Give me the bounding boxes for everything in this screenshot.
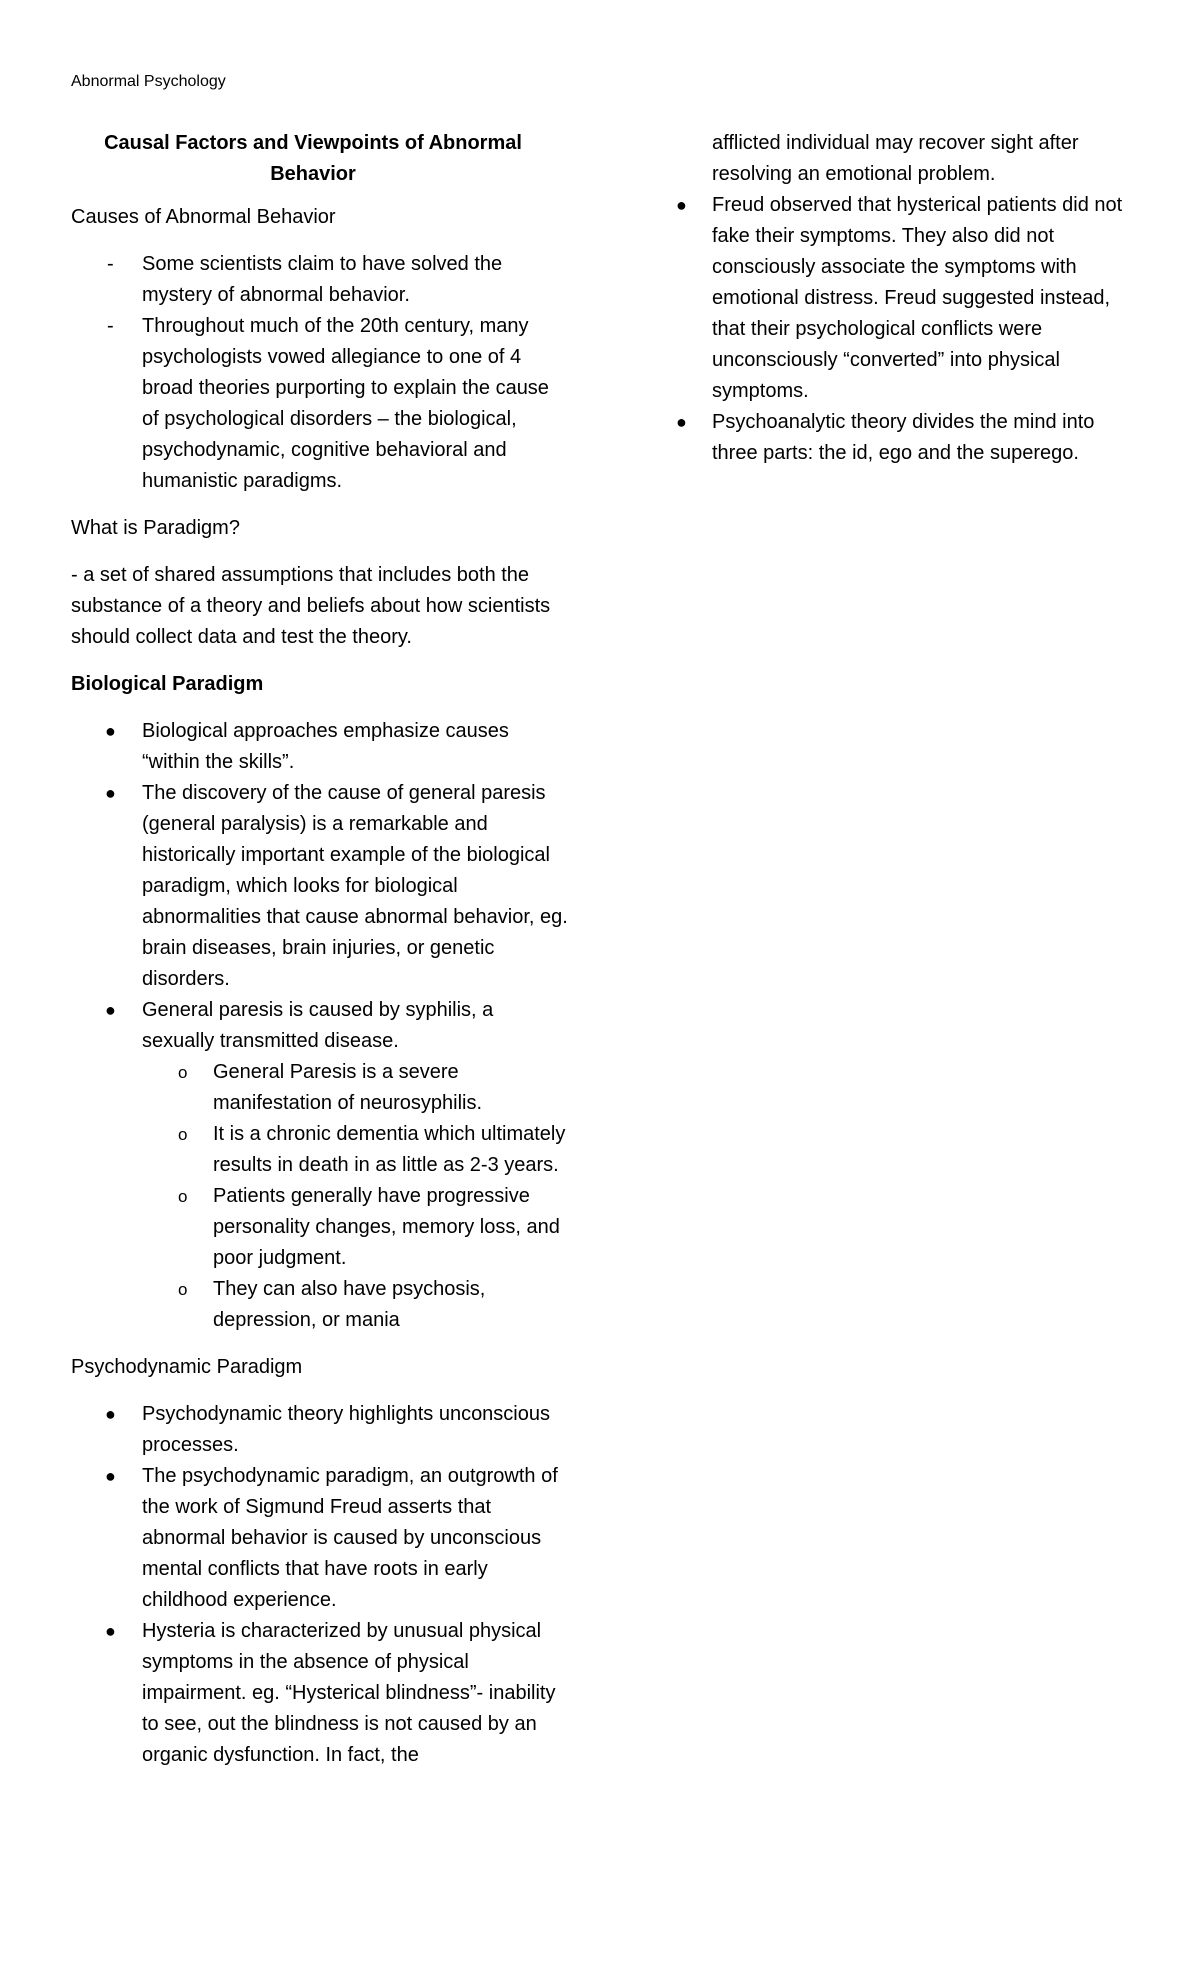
continued-text: afflicted individual may recover sight after resolving an emotional problem. xyxy=(712,132,1079,185)
sub-list-item-text: General Paresis is a severe manifestation of neurosyphilis. xyxy=(213,1061,483,1114)
circle-bullet-icon: o xyxy=(178,1187,188,1206)
paradigm-definition: - a set of shared assumptions that includes both the substance of a theory and beliefs about how scientists should collect data and test the theory. xyxy=(71,564,551,648)
circle-bullet-icon: o xyxy=(178,1063,188,1082)
list-item-text: Some scientists claim to have solved the mystery of abnormal behavior. xyxy=(142,253,503,306)
page-header: Abnormal Psychology xyxy=(71,73,226,90)
bullet-icon: ● xyxy=(105,783,116,803)
bullet-icon: ● xyxy=(105,1000,116,1020)
paresis-sublist xyxy=(142,1057,571,1336)
circle-bullet-icon: o xyxy=(178,1125,188,1144)
list-item xyxy=(71,1616,571,1771)
paradigm-question: What is Paradigm? xyxy=(71,517,240,539)
list-item-text: Hysteria is characterized by unusual physical symptoms in the absence of physical impairment. eg. “Hysterical blindness”- inability to see, out the blindness is not caused by an organic dysfunction. In fact, the xyxy=(142,1620,556,1766)
list-item xyxy=(676,407,1143,469)
bullet-icon: ● xyxy=(105,1466,116,1486)
list-item-text: The psychodynamic paradigm, an outgrowth of the work of Sigmund Freud asserts that abnormal behavior is caused by unconscious mental conflicts that have roots in early childhood experience. xyxy=(142,1465,558,1611)
list-item xyxy=(71,1461,571,1616)
list-item xyxy=(71,1399,571,1461)
sub-list-item xyxy=(142,1057,571,1119)
document-title: Causal Factors and Viewpoints of Abnormal Behavior xyxy=(104,132,522,185)
list-item xyxy=(71,311,571,497)
sub-list-item-text: They can also have psychosis, depression, or mania xyxy=(213,1278,486,1331)
sub-list-item-text: Patients generally have progressive personality changes, memory loss, and poor judgment. xyxy=(213,1185,560,1269)
biological-list xyxy=(71,716,571,1336)
left-column xyxy=(71,128,571,1787)
psychodynamic-heading: Psychodynamic Paradigm xyxy=(71,1356,303,1378)
list-item xyxy=(71,716,571,778)
list-item xyxy=(71,778,571,995)
psychodynamic-list xyxy=(71,1399,571,1771)
list-item-text: Psychodynamic theory highlights unconscious processes. xyxy=(142,1403,550,1456)
bullet-icon: ● xyxy=(676,412,687,432)
sub-list-item xyxy=(142,1181,571,1274)
causes-heading: Causes of Abnormal Behavior xyxy=(71,206,336,228)
list-item-text: Biological approaches emphasize causes “within the skills”. xyxy=(142,720,509,773)
list-item xyxy=(71,995,571,1336)
list-item-text: General paresis is caused by syphilis, a sexually transmitted disease. xyxy=(142,999,494,1052)
sub-list-item xyxy=(142,1274,571,1336)
right-column xyxy=(676,128,1143,485)
list-item xyxy=(676,190,1143,407)
freud-list xyxy=(676,190,1143,469)
circle-bullet-icon: o xyxy=(178,1280,188,1299)
sub-list-item xyxy=(142,1119,571,1181)
bullet-icon: ● xyxy=(105,721,116,741)
list-item xyxy=(71,249,571,311)
bullet-icon: ● xyxy=(676,195,687,215)
list-item-text: Psychoanalytic theory divides the mind into three parts: the id, ego and the superego. xyxy=(712,411,1095,464)
list-item-text: The discovery of the cause of general paresis (general paralysis) is a remarkable and historically important example of the biological paradigm, which looks for biological abnormalities that cause abnormal behavior, eg. brain diseases, brain injuries, or genetic disorders. xyxy=(142,782,568,990)
bullet-icon: ● xyxy=(105,1404,116,1424)
list-item-text: Throughout much of the 20th century, many psychologists vowed allegiance to one of 4 broad theories purporting to explain the cause of psychological disorders – the biological, psychodynamic, cognitive behavioral and humanistic paradigms. xyxy=(142,315,549,492)
bullet-icon: ● xyxy=(105,1621,116,1641)
dash-bullet: - xyxy=(107,315,114,337)
sub-list-item-text: It is a chronic dementia which ultimately results in death in as little as 2-3 years. xyxy=(213,1123,566,1176)
causes-list xyxy=(71,249,571,497)
biological-heading: Biological Paradigm xyxy=(71,673,264,695)
list-item-text: Freud observed that hysterical patients did not fake their symptoms. They also did not consciously associate the symptoms with emotional distress. Freud suggested instead, that their psychological conflicts were unconsciously “converted” into physical symptoms. xyxy=(712,194,1123,402)
dash-bullet: - xyxy=(107,253,114,275)
